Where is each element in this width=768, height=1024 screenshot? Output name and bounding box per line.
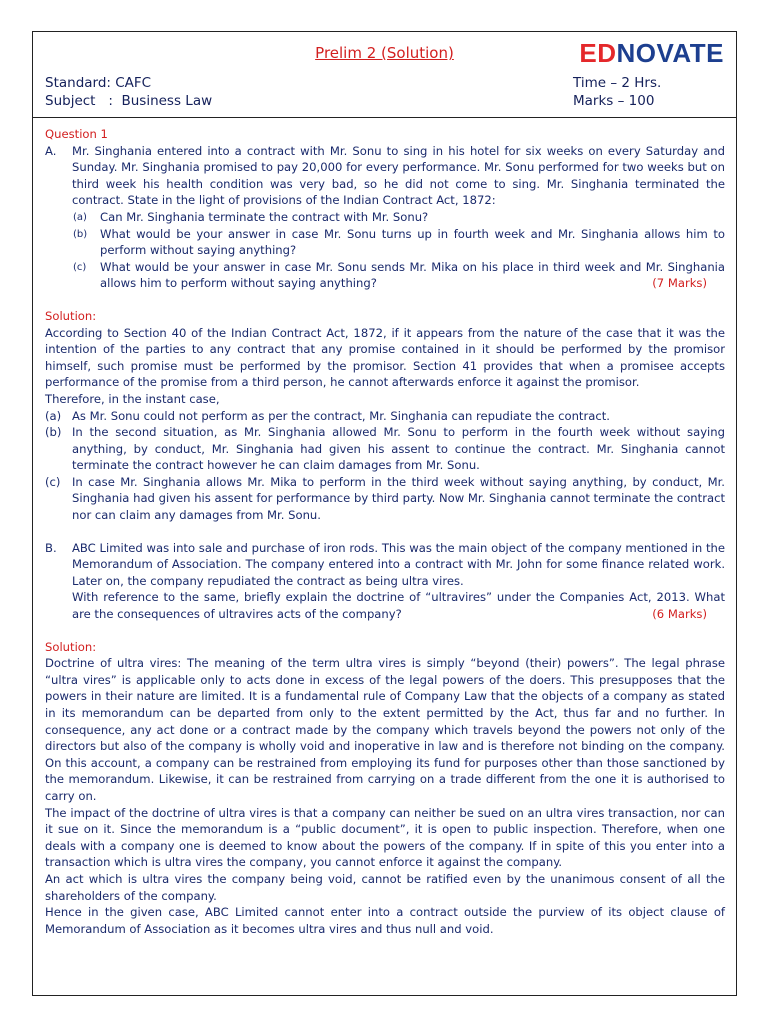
standard-label: Standard: CAFC [45,75,152,91]
solution-point: (a) As Mr. Sonu could not perform as per the contract, Mr. Singhania can repudiate the contract. [45,408,610,423]
question-part-b: B. ABC Limited was into sale and purchase of iron rods. This was the main object of the company mentioned in the Memorandum of Association. The company entered into a contract with Mr. John for some finance related work. Later on, the company repudiated the contract as being ultra vires. [45,540,725,588]
solution-paragraph: Hence in the given case, ABC Limited cannot enter into a contract outside the purview of its object clause of Memorandum of Association as it becomes ultra vires and thus null and void. [45,905,725,936]
time-label: Time – 2 Hrs. [573,75,662,91]
solution-paragraph: An act which is ultra vires the company being void, cannot be ratified even by the unanimous consent of all the shareholders of the company. [45,871,725,903]
subject-label: Subject : Business Law [45,93,213,109]
solution-point: (c) In case Mr. Singhania allows Mr. Mika to perform in the third week without saying anything, by conduct, Mr. Singhania had given his assent for performance by third party. Now Mr. Singhania cannot terminate the contract nor can claim any damages from Mr. Sonu. [45,474,725,523]
document-page [32,31,737,996]
marks-label: Marks – 100 [573,93,655,109]
sub-question: (b) What would be your answer in case Mr. Sonu turns up in fourth week and Mr. Singhania allows him to perform without saying anything? [73,226,725,258]
solution-paragraph: Therefore, in the instant case, [45,391,220,406]
item-label: A. [45,143,57,158]
solution-paragraph: The impact of the doctrine of ultra vires is that a company can neither be sued on an ultra vires transaction, nor can it sue on it. Since the memorandum is a “public document”, it is open to public inspection. Therefore, when one deals with a company one is deemed to know about the powers of the company. If in spite of this you enter into a transaction which is ultra vires the company, you cannot enforce it against the company. [45,805,725,870]
exam-meta-left [45,74,212,110]
question-text: Mr. Singhania entered into a contract with Mr. Sonu to sing in his hotel for six weeks on every Saturday and Sunday. Mr. Singhania promised to pay 20,000 for every performance. Mr. Sonu performed for two weeks but on third week his health condition was very bad, so he did not come to sing. Mr. Singhania terminated the contract. State in the light of provisions of the Indian Contract Act, 1872: [72,143,725,208]
solution-paragraph: Doctrine of ultra vires: The meaning of the term ultra vires is simply “beyond (their) powers”. The legal phrase “ultra vires” is applicable only to acts done in excess of the legal powers of the doers. This presupposes that the powers in their nature are limited. It is a fundamental rule of Company Law that the objects of a company as stated in its memorandum can be departed from only to the extent permitted by the Act, thus far and no further. In consequence, any act done or a contract made by the company which travels beyond the powers not only of the directors but also of the company is wholly void and inoperative in law and is therefore not binding on the company. On this account, a company can be restrained from employing its fund for purposes other than those sanctioned by the memorandum. Likewise, it can be restrained from carrying on a trade different from the one it is authorised to carry on. [45,656,725,803]
page-title: Prelim 2 (Solution) [315,44,454,62]
exam-meta-right [573,74,661,110]
sub-question: (c) What would be your answer in case Mr. Sonu sends Mr. Mika on his place in third week and Mr. Singhania allows him to perform without saying anything? (7 Marks) [73,259,725,291]
ednovate-logo: EDNOVATE [579,38,724,68]
document-body [45,126,725,937]
solution-paragraph: According to Section 40 of the Indian Contract Act, 1872, if it appears from the nature of the case that it was the intention of the parties to any contract that any promise contained in it should be performed by the promisor himself, such promise must be performed by the promisor. Section 41 provides that when a promisee accepts performance of the promise from a third person, he cannot afterwards enforce it against the promisor. [45,325,725,390]
question-part-b-continued: With reference to the same, briefly explain the doctrine of “ultravires” under the Companies Act, 2013. What are the consequences of ultravires acts of the company? (6 Marks) [72,590,725,622]
sub-question: (a) Can Mr. Singhania terminate the contract with Mr. Sonu? [73,209,429,224]
solution-heading: Solution: [45,308,97,323]
marks-badge: (7 Marks) [652,276,707,291]
question-heading: Question 1 [45,127,108,141]
question-part-a [45,143,725,209]
solution-heading: Solution: [45,639,97,654]
marks-badge: (6 Marks) [652,607,707,622]
solution-point: (b) In the second situation, as Mr. Singhania allowed Mr. Sonu to perform in the fourth week without saying anything, by conduct, Mr. Singhania had given his assent to continue the contract. Mr. Singhania cannot terminate the contract however he can claim damages from Mr. Sonu. [45,425,725,473]
item-label: B. [45,540,57,555]
header-divider [33,117,736,118]
